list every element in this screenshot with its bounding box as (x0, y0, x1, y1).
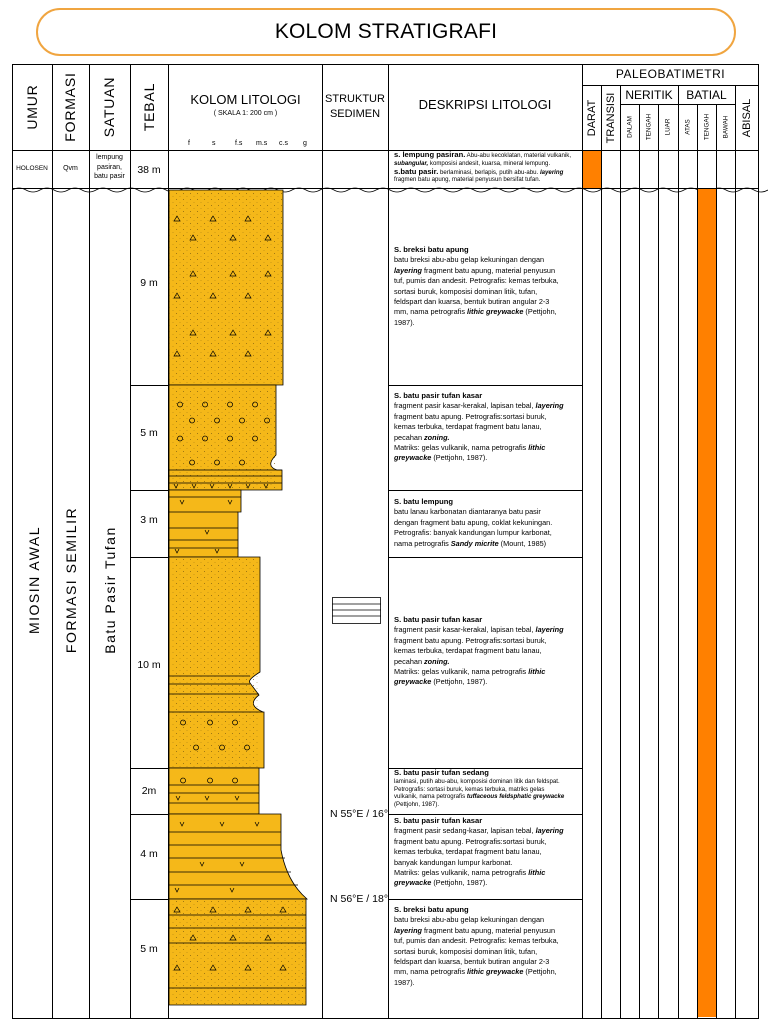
grain-ms: m.s (256, 140, 268, 147)
page-title: KOLOM STRATIGRAFI (36, 8, 736, 56)
tebal-3: 3 m (140, 514, 158, 526)
tebal-5: 2m (141, 785, 157, 797)
header-umur: UMUR (24, 84, 40, 130)
grain-s: s (212, 140, 216, 147)
holosen-satuan (89, 153, 130, 182)
holosen-description: s. lempung pasiran. Abu-abu kecoklatan, material vulkanik, subangular, komposisi andesit, kuarsa, mineral lempung. s.batu pasir. berlaminasi, berlapis, putih abu-abu. layering fragmen batu apung, material penyusun bersifat tufan. (394, 150, 572, 184)
lithology-column (169, 190, 307, 1005)
coarse-tuff-sandstone-layer (169, 814, 307, 899)
tebal-7: 5 m (140, 943, 158, 955)
tebal-6: 4 m (140, 848, 158, 860)
holosen-satuan-line2: pasiran, (97, 163, 122, 171)
description-6: S. batu pasir tufan kasar fragment pasir sedang-kasar, lapisan tebal, layering fragment batu apung. Petrografis:sortasi buruk, kemas terbuka, terdapat fragment batu lanau, banyak kandungan lumpur karbonat. Matriks: gelas vulkanik, nama petrografis lithic greywacke (Pettjohn, 1987). (394, 816, 564, 888)
header-paleobatimetri: PALEOBATIMETRI (615, 67, 726, 81)
description-2: S. batu pasir tufan kasar fragment pasir kasar-kerakal, lapisan tebal, layering fragment batu apung. Petrografis:sortasi buruk, kemas terbuka, terdapat fragment batu lanau, pecahan zoning. Matriks: gelas vulkanik, nama petrografis lithic greywacke (Pettjohn, 1987). (394, 391, 564, 463)
header-atas: ATAS (684, 119, 692, 135)
header-struktur-line2: SEDIMEN (329, 108, 381, 120)
holosen-satuan-line3: batu pasir (94, 173, 125, 180)
holosen-satuan-line1: lempung (96, 154, 123, 161)
lamination-symbol (332, 598, 381, 624)
satuan-batu-pasir-tufan: Batu Pasir Tufan (102, 526, 118, 654)
header-struktur-line1: STRUKTUR (325, 93, 385, 105)
claystone-layer (169, 490, 241, 557)
description-5: S. batu pasir tufan sedang laminasi, putih abu-abu, komposisi dominan litik dan feldspat. Petrografis: sortasi buruk, kemas terbuka, matriks gelas vulkanik, nama petrografis tuffaceous feldsphatic greywacke (Pettjohn, 1987). (394, 768, 565, 809)
tebal-4: 10 m (137, 659, 161, 671)
header-skala: ( SKALA 1: 200 cm ) (213, 110, 278, 117)
header-struktur-sedimen (322, 92, 388, 122)
header-tebal: TEBAL (141, 82, 157, 132)
header-transisi: TRANSISI (605, 92, 617, 144)
holosen-tebal: 38 m (137, 164, 161, 176)
formasi-semilir: FORMASI SEMILIR (63, 506, 79, 654)
description-3: S. batu lempung batu lanau karbonatan diantaranya batu pasir dengan fragment batu apung, coklat kekuningan. Petrografis: banyak kandungan lumpur karbonat, nama petrografis Sandy micrite (Mount, 1985) (394, 497, 553, 548)
description-7: S. breksi batu apung batu breksi abu-abu gelap kekuningan dengan layering fragment batu apung, material penyusun tuf, pumis dan andesit. Petrografis: kemas terbuka, sortasi buruk, komposisi dominan litik, tufan, feldspart dan kuarsa, bentuk butiran angular 2-3 mm, nama petrografis lithic greywacke (Pettjohn, 1987). (394, 905, 559, 987)
description-1: S. breksi batu apung batu breksi abu-abu gelap kekuningan dengan layering fragment batu apung, material penyusun tuf, pumis dan andesit. Petrografis: kemas terbuka, sortasi buruk, komposisi dominan litik, tufan, feldspart dan kuarsa, bentuk butiran angular 2-3 mm, nama petrografis lithic greywacke (Pettjohn, 1987). (394, 245, 559, 327)
header-bawah: BAWAH (722, 115, 730, 139)
description-4: S. batu pasir tufan kasar fragment pasir kasar-kerakal, lapisan tebal, layering fragment batu apung. Petrografis:sortasi buruk, kemas terbuka, terdapat fragment batu lanau, pecahan zoning. Matriks: gelas vulkanik, nama petrografis lithic greywacke (Pettjohn, 1987). (394, 615, 564, 687)
header-neritik-tengah: TENGAH (645, 113, 653, 141)
header-darat: DARAT (586, 99, 598, 137)
header-formasi: FORMASI (62, 72, 78, 142)
medium-tuff-sandstone-layer (169, 768, 259, 814)
header-kolom-litologi: KOLOM LITOLOGI (190, 92, 301, 107)
header-deskripsi: DESKRIPSI LITOLOGI (418, 97, 552, 112)
holosen-umur: HOLOSEN (16, 165, 48, 172)
header-dalam: DALAM (626, 116, 634, 138)
header-abisal: ABISAL (741, 98, 753, 138)
strike-dip-2: N 56°E / 18° (330, 893, 389, 905)
grain-cs: c.s (279, 140, 288, 147)
tebal-2: 5 m (140, 427, 158, 439)
paleo-marker-batial-tengah (698, 189, 716, 1017)
holosen-formasi: Qvm (63, 165, 78, 172)
grain-f: f (188, 140, 190, 147)
tebal-1: 9 m (140, 277, 158, 289)
header-batial: BATIAL (686, 88, 727, 102)
strike-dip-1: N 55°E / 16° (330, 808, 389, 820)
header-satuan: SATUAN (101, 76, 117, 138)
header-luar: LUAR (664, 118, 672, 136)
header-batial-tengah: TENGAH (703, 113, 711, 141)
grain-fs: f.s (235, 140, 243, 147)
umur-miosin-awal: MIOSIN AWAL (26, 525, 42, 635)
paleo-marker-darat (583, 151, 601, 188)
header-neritik: NERITIK (625, 88, 673, 102)
grain-g: g (303, 140, 307, 147)
